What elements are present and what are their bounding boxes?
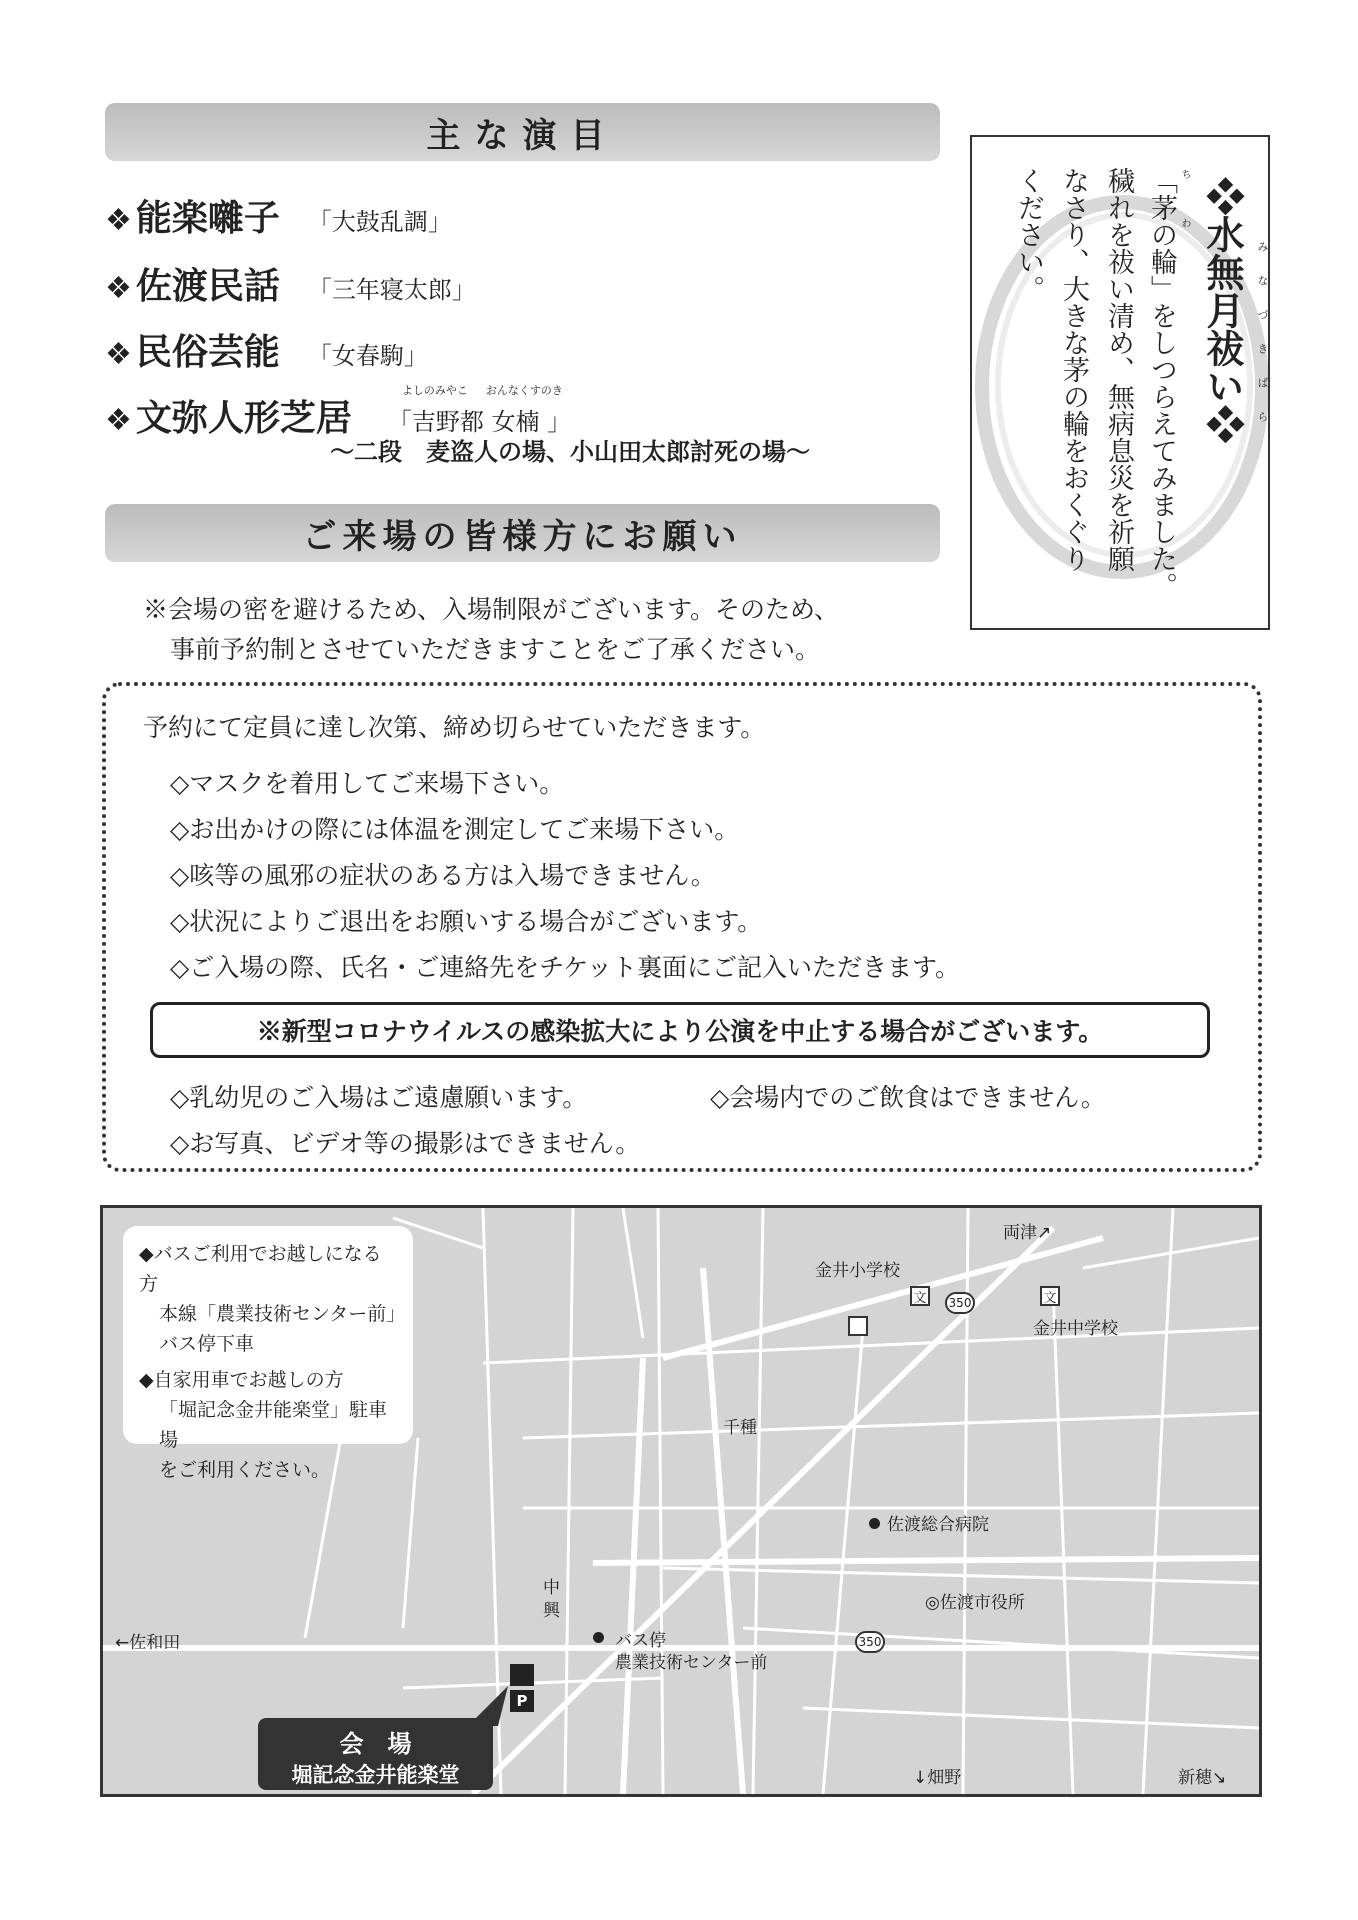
car-line: をご利用ください。 — [159, 1460, 331, 1481]
venue-callout — [258, 1718, 493, 1790]
hospital-marker-icon — [869, 1518, 880, 1529]
diamond-icon: ❖ — [105, 203, 132, 238]
rule-item: ◇マスクを着用してご来場下さい。 — [170, 769, 565, 798]
programs-heading: 主な演目 — [105, 103, 940, 161]
rule-item: ◇ご入場の際、氏名・ご連絡先をチケット裏面にご記入いただきます。 — [170, 953, 960, 982]
program-title: よしのみやこ おんなくすのき 「吉野都 女楠 」 — [387, 384, 572, 436]
diamond-icon: ❖ — [105, 337, 132, 372]
minazuki-title: ❖水無月祓い❖ — [1200, 177, 1245, 443]
city-hall-label: ◎佐渡市役所 — [925, 1593, 1025, 1613]
bus-stop-name: 農業技術センター前 — [615, 1653, 768, 1673]
minazuki-col2: 穢れを祓い清め、無病息災を祈願 — [1103, 167, 1134, 572]
warning-text: ※新型コロナウイルスの感染拡大により公演を中止する場合がございます。 — [256, 1017, 1104, 1046]
rule-item: ◇咳等の風邪の症状のある方は入場できません。 — [170, 861, 716, 890]
kanai-elementary-label: 金井小学校 — [815, 1261, 900, 1281]
program-name: 能楽囃子 — [135, 197, 280, 239]
rules-intro: 予約にて定員に達し次第、締め切らせていただきます。 — [143, 713, 766, 742]
niibo-label: 新穂↘ — [1178, 1768, 1227, 1788]
bus-stop-label: バス停 — [615, 1631, 666, 1651]
rule-item: ◇お出かけの際には体温を測定してご来場下さい。 — [170, 815, 740, 844]
bus-line: 本線「農業技術センター前」 — [159, 1304, 406, 1325]
program-title: 「女春駒」 — [307, 342, 428, 370]
school-icon: 文 — [1040, 1286, 1060, 1306]
program-name: 民俗芸能 — [135, 331, 280, 373]
program-name: 佐渡民話 — [135, 265, 280, 307]
parking-icon: P — [510, 1690, 534, 1712]
minazuki-col1-ruby: ち わ — [1179, 169, 1190, 247]
access-map — [100, 1205, 1262, 1797]
program-item — [105, 190, 452, 241]
program-item — [105, 258, 476, 309]
request-line: ※会場の密を避けるため、入場制限がございます。そのため、 — [143, 595, 840, 624]
rule-item: ◇乳幼児のご入場はご遠慮願います。 — [170, 1083, 588, 1112]
route-350-icon: 350 — [945, 1292, 975, 1314]
shrine-icon — [848, 1316, 868, 1336]
callout-pointer — [458, 1686, 518, 1726]
hospital-label: 佐渡総合病院 — [887, 1515, 989, 1535]
venue-name: 堀記念金井能楽堂 — [291, 1764, 460, 1787]
minazuki-col3: なさり、大きな茅の輪をおくぐり — [1058, 167, 1089, 572]
program-title: 「大鼓乱調」 — [307, 208, 452, 236]
sawata-label: ←佐和田 — [115, 1633, 181, 1653]
nakaoki-label: 中 — [543, 1578, 560, 1598]
warning-box — [150, 1002, 1210, 1058]
request-heading: ご来場の皆様方にお願い — [105, 504, 940, 562]
rule-item: ◇お写真、ビデオ等の撮影はできません。 — [170, 1129, 641, 1158]
bus-stop-icon — [593, 1632, 604, 1643]
minazuki-title-ruby: みなづきばら — [1256, 241, 1269, 445]
access-info — [123, 1226, 413, 1481]
program-item — [105, 324, 428, 375]
program-name: 文弥人形芝居 — [135, 397, 352, 439]
route-350-icon: 350 — [855, 1631, 885, 1653]
bus-line: バス停下車 — [159, 1334, 255, 1355]
minazuki-col4: ください。 — [1013, 167, 1044, 302]
program-ruby: よしのみやこ — [401, 384, 468, 397]
bus-title: ◆バスご利用でお越しになる方 — [139, 1244, 382, 1295]
kanai-jhs-label: 金井中学校 — [1033, 1319, 1118, 1339]
car-title: ◆自家用車でお越しの方 — [139, 1370, 344, 1391]
chigusa-label: 千種 — [723, 1418, 757, 1438]
program-ruby: おんなくすのき — [485, 384, 563, 397]
rule-item: ◇状況によりご退出をお願いする場合がございます。 — [170, 907, 763, 936]
diamond-icon: ❖ — [105, 271, 132, 306]
school-icon: 文 — [910, 1286, 930, 1306]
ryotsu-label: 両津↗ — [1003, 1223, 1052, 1243]
diamond-icon: ❖ — [105, 403, 132, 438]
minazuki-col1: 「茅の輪」をしつらえてみました。 — [1146, 167, 1177, 599]
hatano-label: ↓畑野 — [913, 1768, 962, 1788]
car-line: 「堀記念金井能楽堂」駐車場 — [159, 1400, 388, 1451]
rule-item: ◇会場内でのご飲食はできません。 — [710, 1083, 1106, 1112]
venue-marker-icon — [510, 1664, 534, 1686]
venue-label: 会 場 — [339, 1731, 412, 1758]
program-subtitle: 〜二段 麦盗人の場、小山田太郎討死の場〜 — [330, 437, 810, 466]
minazuki-box — [970, 135, 1270, 630]
nakaoki-label: 興 — [543, 1601, 560, 1621]
program-title: 「三年寝太郎」 — [307, 276, 476, 304]
request-line: 事前予約制とさせていただきますことをご了承ください。 — [170, 635, 821, 664]
